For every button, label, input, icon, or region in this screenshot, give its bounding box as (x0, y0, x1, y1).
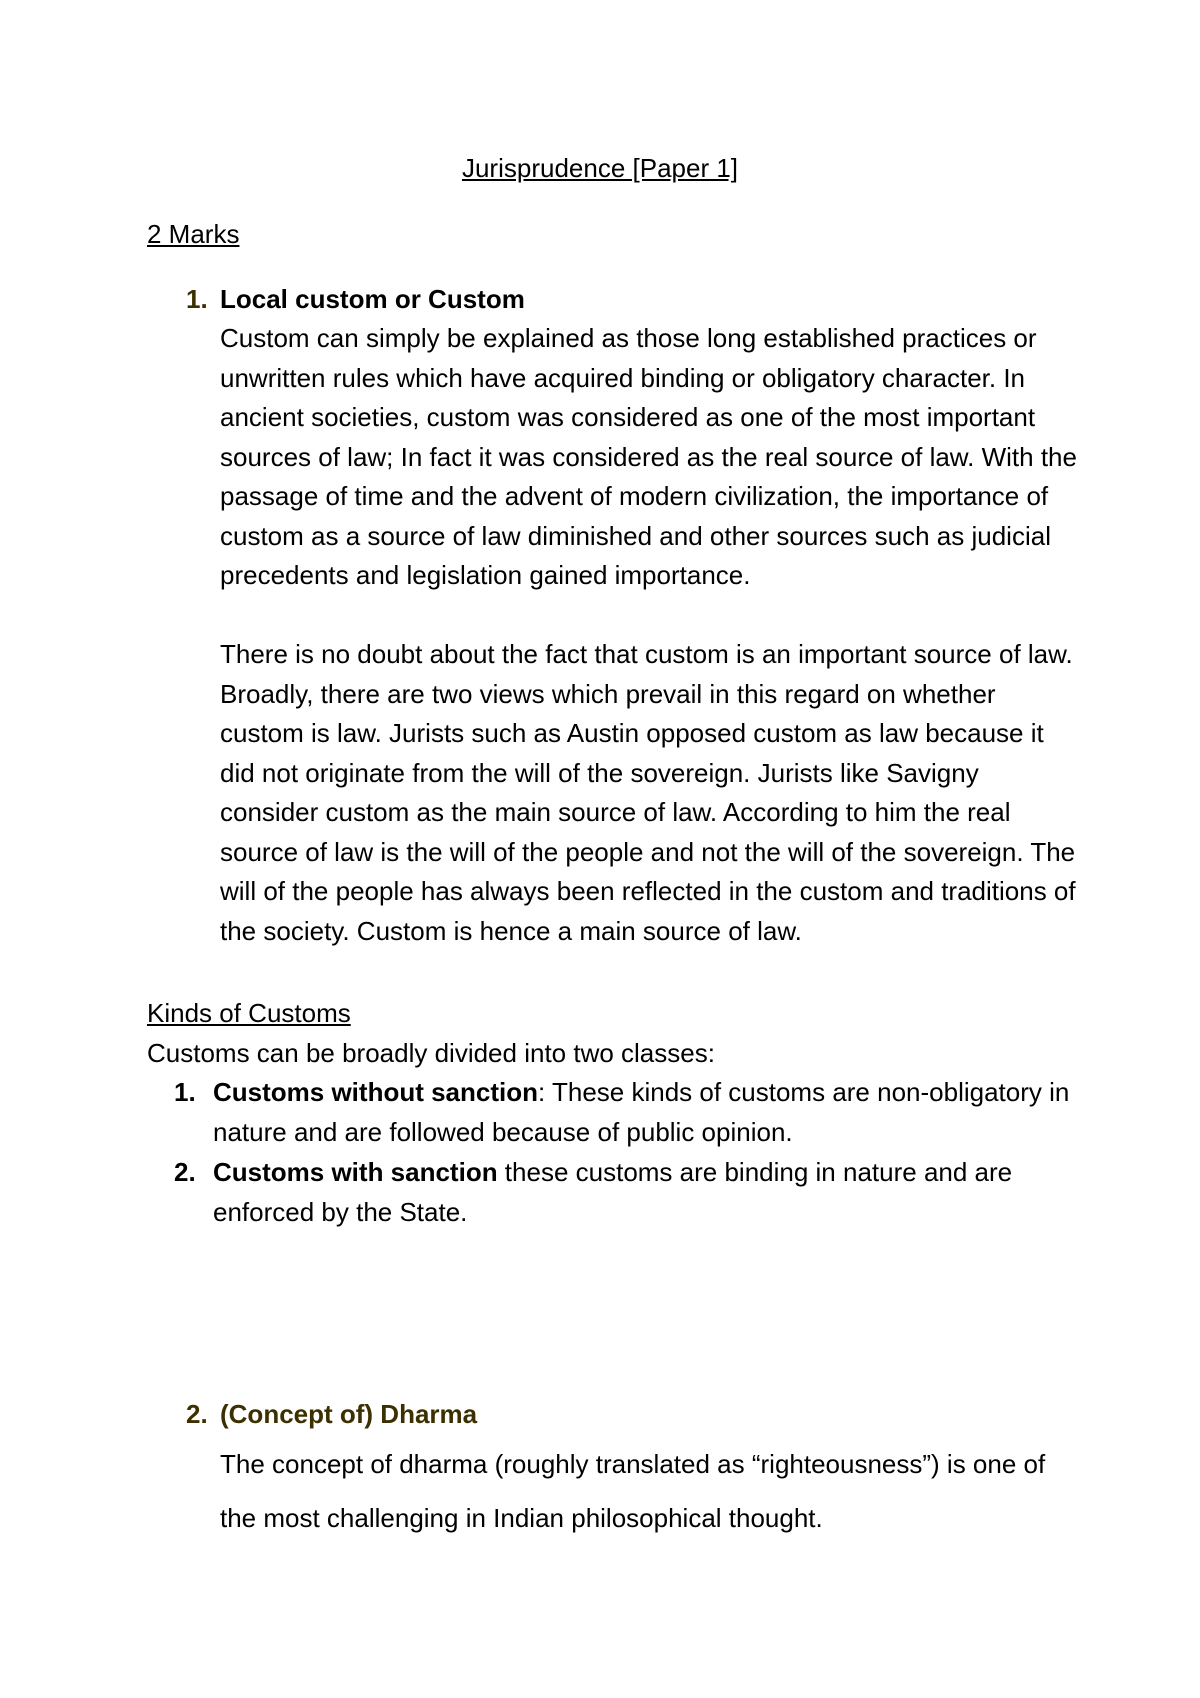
question-1-paragraph-1: Custom can simply be explained as those long established practices or unwritten rules which have acquired binding or obligatory character. In ancient societies, custom was considered as one of the most important sources of law; In fact it was considered as the real source of law. With the passage of time and the advent of modern civilization, the importance of custom as a source of law diminished and other sources such as judicial precedents and legislation gained importance. (220, 323, 1077, 590)
kinds-of-customs-heading: Kinds of Customs (147, 998, 351, 1028)
kinds-list-item-2-number: 2. (174, 1157, 196, 1187)
section-heading-2-marks: 2 Marks (147, 219, 240, 249)
kinds-list-item-1 (213, 1072, 1093, 1152)
kinds-list-item-1-number: 1. (174, 1077, 196, 1107)
kinds-list-item-1-text: : These kinds of customs are non-obligatory in nature and are followed because of public opinion. (213, 1077, 1070, 1147)
question-2-title: (Concept of) Dharma (220, 1399, 478, 1429)
question-1-number: 1. (186, 284, 208, 314)
question-2-paragraph: The concept of dharma (roughly translated as “righteousness”) is one of the most challenging in Indian philosophical thought. (220, 1449, 1046, 1533)
document-title: Jurisprudence [Paper 1] (461, 153, 739, 183)
question-2-number: 2. (186, 1399, 208, 1429)
question-1-title: Local custom or Custom (220, 284, 525, 314)
kinds-list-item-1-bold: Customs without sanction (213, 1077, 538, 1107)
kinds-of-customs-intro: Customs can be broadly divided into two classes: (147, 1038, 715, 1068)
kinds-list-item-2-text: these customs are binding in nature and are enforced by the State. (213, 1157, 1013, 1227)
kinds-list-item-2 (213, 1152, 1093, 1232)
kinds-list-item-2-bold: Customs with sanction (213, 1157, 498, 1187)
question-1-paragraph-2: There is no doubt about the fact that custom is an important source of law. Broadly, there are two views which prevail in this regard on whether custom is law. Jurists such as Austin opposed custom as law because it did not originate from the will of the sovereign. Jurists like Savigny consider custom as the main source of law. According to him the real source of law is the will of the people and not the will of the sovereign. The will of the people has always been reflected in the custom and traditions of the society. Custom is hence a main source of law. (220, 639, 1076, 946)
